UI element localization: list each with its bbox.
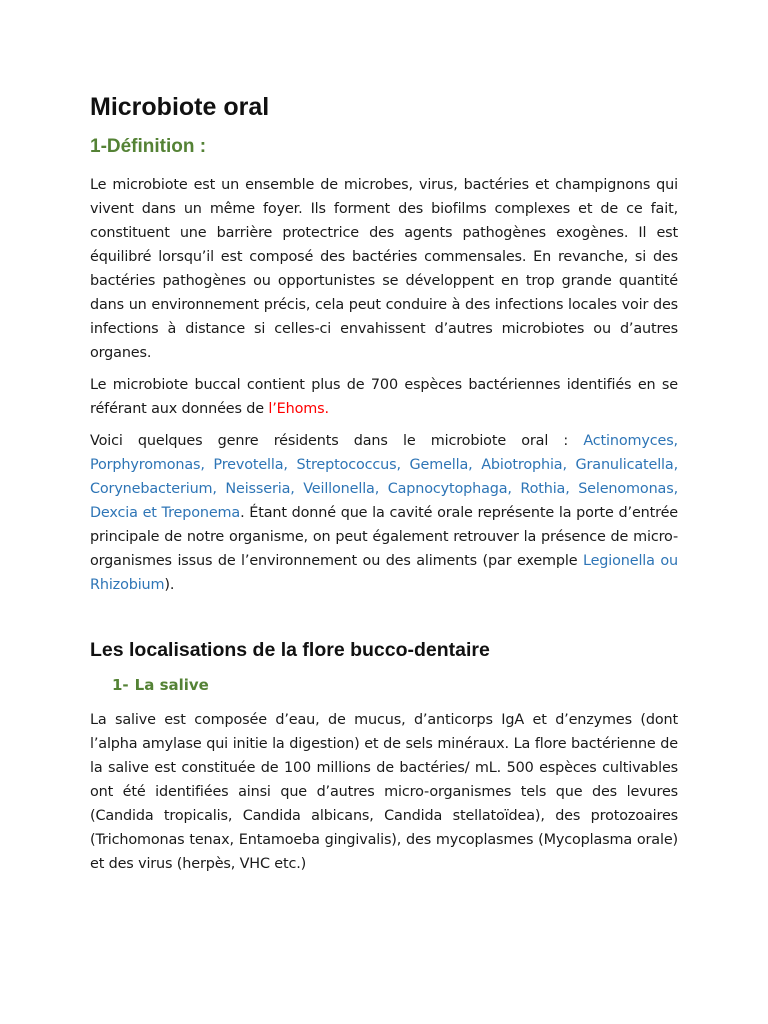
species-count-paragraph: [90, 373, 678, 421]
salive-number: 1-: [112, 676, 129, 695]
genera-list: Actinomyces, Porphyromonas, Prevotella, Streptococcus, Gemella, Abiotrophia, Granulicatella, Corynebacterium, Neisseria, Veillonella, Capnocytophaga, Rothia, Selenomonas, Dexcia et Treponema: [90, 432, 678, 521]
definition-paragraph: Le microbiote est un ensemble de microbes, virus, bactéries et champignons qui vivent dans un même foyer. Ils forment des biofilms complexes et de ce fait, constituent une barrière protectrice des agents pathogènes exogènes. Il est équilibré lorsqu’il est composé des bactéries commensales. En revanche, si des bactéries pathogènes ou opportunistes se développent en trop grande quantité dans un environnement précis, cela peut conduire à des infections locales voir des infections à distance si celles-ci envahissent d’autres microbiotes ou d’autres organes.: [90, 176, 678, 361]
example-organisms: Legionella ou Rhizobium: [90, 552, 678, 593]
genera-intro: Voici quelques genre résidents dans le microbiote oral :: [90, 432, 584, 449]
ehoms-link[interactable]: l’Ehoms.: [268, 400, 329, 417]
species-count-text: Le microbiote buccal contient plus de 700 espèces bactériennes identifiés en se référant aux données de: [90, 376, 678, 417]
genera-end-text: ).: [164, 576, 175, 593]
salive-paragraph: La salive est composée d’eau, de mucus, d’anticorps IgA et d’enzymes (dont l’alpha amylase qui initie la digestion) et de sels minéraux. La flore bactérienne de la salive est constituée de 100 millions de bactéries/ mL. 500 espèces cultivables ont été identifiées ainsi que d’autres micro-organismes tels que des levures (Candida tropicalis, Candida albicans, Candida stellatoïdea), des protozoaires (Trichomonas tenax, Entamoeba gingivalis), des mycoplasmes (Mycoplasma orale) et des virus (herpès, VHC etc.): [90, 711, 678, 872]
localisations-heading: Les localisations de la flore bucco-dentaire: [90, 638, 490, 661]
page-title: Microbiote oral: [90, 93, 270, 121]
salive-subheading: [112, 676, 678, 696]
salive-title: La salive: [134, 676, 209, 695]
genera-mid-text: . Étant donné que la cavité orale représente la porte d’entrée principale de notre organisme, on peut également retrouver la présence de micro-organismes issus de l’environnement ou des aliments (par exemple: [90, 504, 678, 569]
definition-heading: 1-Définition :: [90, 136, 207, 157]
genera-paragraph: [90, 429, 678, 597]
